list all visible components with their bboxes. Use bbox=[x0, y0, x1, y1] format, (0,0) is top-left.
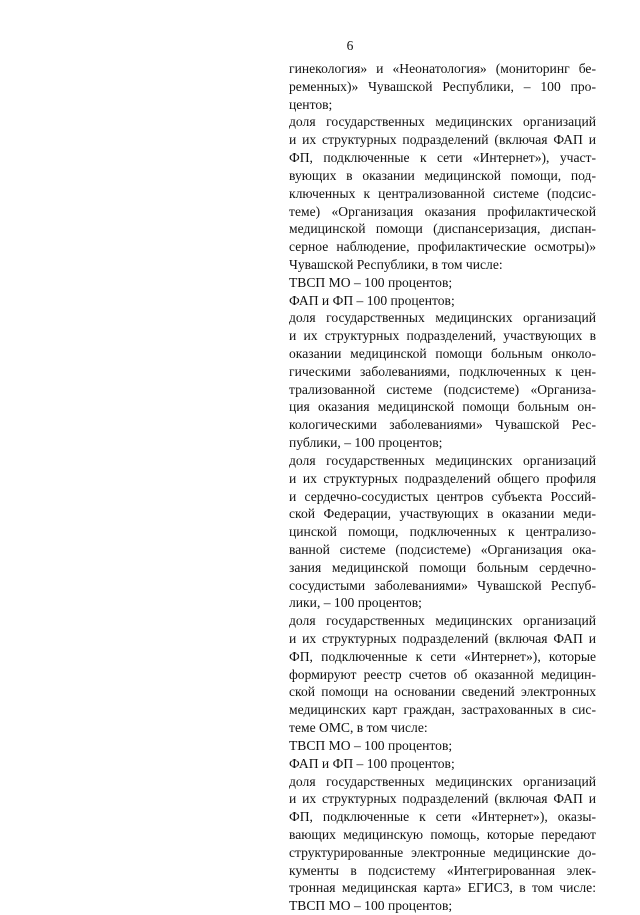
text-line: вующих в оказании медицинской помощи, под- bbox=[289, 167, 596, 183]
text-line: трализованной системе (подсистеме) «Организа- bbox=[289, 381, 596, 397]
text-line: и их структурных подразделений, участвующих в bbox=[289, 328, 596, 344]
text-line: гинекология» и «Неонатология» (мониторинг бе- bbox=[289, 61, 596, 76]
text-line: ФП, подключенные к сети «Интернет»), оказы- bbox=[289, 809, 596, 825]
text-line: и их структурных подразделений (включая ФАП и bbox=[289, 631, 596, 646]
text-line: лики, – 100 процентов; bbox=[289, 595, 422, 611]
text-line: ванной системе (подсистеме) «Организация ока- bbox=[289, 541, 596, 557]
text-line: и их структурных подразделений (включая ФАП и bbox=[289, 132, 596, 148]
text-line: цинской помощи, подключенных к централизо- bbox=[289, 524, 596, 540]
text-line: ТВСП МО – 100 процентов; bbox=[289, 898, 453, 914]
text-line: ция оказания медицинской помощи больным он- bbox=[289, 399, 596, 415]
text-line: ТВСП МО – 100 процентов; bbox=[289, 737, 453, 753]
text-line: кологическими заболеваниями» Чувашской Рес- bbox=[289, 417, 596, 433]
text-line: доля государственных медицинских организаций bbox=[289, 310, 596, 326]
text-line: теме) «Организация оказания профилактической bbox=[289, 203, 596, 219]
text-line: публики, – 100 процентов; bbox=[289, 435, 443, 451]
text-line: ключенных к централизованной системе (подсис- bbox=[289, 185, 596, 201]
text-line: ФАП и ФП – 100 процентов; bbox=[289, 755, 455, 771]
text-line: теме ОМС, в том числе: bbox=[289, 720, 428, 736]
text-line: медицинских карт граждан, застрахованных в сис- bbox=[289, 702, 596, 718]
text-line: ФП, подключенные к сети «Интернет»), участ- bbox=[289, 150, 596, 166]
text-line: гическими заболеваниями, подключенных к цен- bbox=[289, 363, 596, 379]
text-line: и их структурных подразделений общего профиля bbox=[289, 470, 596, 486]
text-line: сосудистыми заболеваниями» Чувашской Респуб- bbox=[289, 577, 596, 593]
text-line: доля государственных медицинских организаций bbox=[289, 773, 596, 789]
text-line: и сердечно-сосудистых центров субъекта Россий- bbox=[289, 488, 596, 504]
text-line: и их структурных подразделений (включая ФАП и bbox=[289, 791, 596, 807]
text-line: доля государственных медицинских организаций bbox=[289, 114, 596, 130]
page-number: 6 bbox=[346, 38, 354, 53]
text-line: медицинской помощи (диспансеризация, диспан- bbox=[289, 221, 596, 237]
text-line: зания медицинской помощи больным сердечно- bbox=[289, 559, 596, 575]
text-line: тронная медицинская карта» ЕГИСЗ, в том числе: bbox=[289, 880, 596, 896]
text-line: ФП, подключенные к сети «Интернет»), которые bbox=[289, 648, 596, 664]
text-line: Чувашской Республики, в том числе: bbox=[289, 256, 503, 272]
text-line: ременных)» Чувашской Республики, – 100 про- bbox=[289, 78, 596, 94]
text-line: ской Федерации, участвующих в оказании меди- bbox=[289, 506, 596, 522]
text-line: структурированные электронные медицинские до- bbox=[289, 844, 596, 860]
text-line: ской помощи на основании сведений электронных bbox=[289, 684, 596, 700]
text-line: вающих медицинскую помощь, которые передают bbox=[289, 826, 596, 842]
text-line: доля государственных медицинских организаций bbox=[289, 452, 596, 468]
document-body bbox=[289, 60, 596, 915]
text-line: ФАП и ФП – 100 процентов; bbox=[289, 292, 455, 308]
text-line: формируют реестр счетов об оказанной медицин- bbox=[289, 666, 596, 682]
text-line: ТВСП МО – 100 процентов; bbox=[289, 274, 453, 290]
text-line: доля государственных медицинских организаций bbox=[289, 613, 596, 629]
text-line: кументы в подсистему «Интегрированная элек- bbox=[289, 862, 596, 878]
text-line: центов; bbox=[289, 96, 333, 112]
text-line: оказании медицинской помощи больным онколо- bbox=[289, 346, 596, 361]
text-line: серное наблюдение, профилактические осмотры)» bbox=[289, 239, 596, 255]
